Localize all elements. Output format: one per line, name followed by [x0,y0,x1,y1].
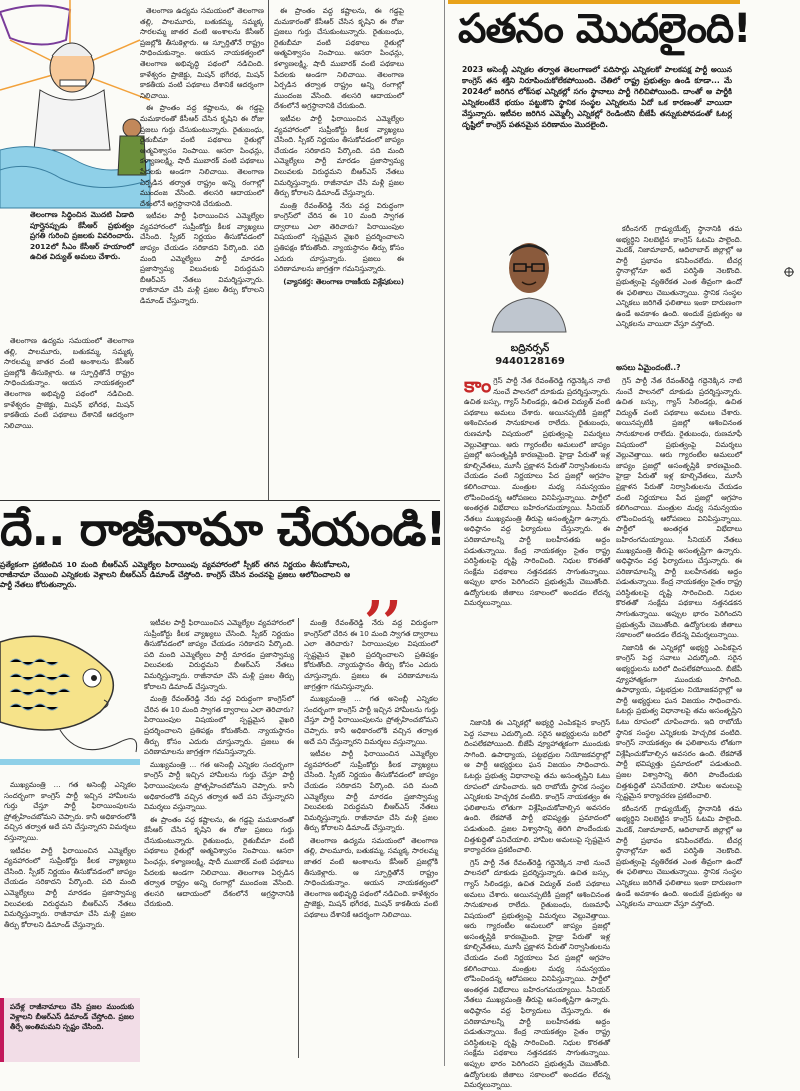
byline-phone: 9440128169 [495,356,565,367]
highlight-box-text: పదేళ్ల రాజీనామాలు చేసి ప్రజల ముందుకు వెళ్లాలని బీఆర్ఎస్ డిమాండ్ చేస్తోంది. ప్రజల తీర్పే అంతిమమని స్పష్టం చేసింది. [10,1002,134,1031]
right-subheading: అసలు ఏమైందంటే..? [616,363,681,372]
fish-illustration [0,612,140,772]
left-caption: తెలంగాణ సిద్ధించిన మొదటి ఏడాది పూర్తైనప్పుడు కేసీఆర్ ప్రభుత్వం ప్రగతి గురించి ప్రజలకు వివరించారు. 2012లో సీఎం కేసీఆర్ హయాంలో ఉచిత విద్యుత్ అమలు చేశారు. [30,210,134,262]
author-photo [486,224,572,332]
bottom-intro: ప్రత్యేకంగా ప్రకటించిన 10 మంది బీఆర్ఎస్ ఎమ్మెల్యేల పిరాయింపు వ్యవహారంలో స్పీకర్ తగిన నిర్ణయం తీసుకోవాలని, రాజీనామా చేయించి ఎన్నికలకు వెళ్లాలని బీఆర్ఎస్ డిమాండ్ చేస్తోంది. కాంగ్రెస్ చేసిన వంచనపై ప్రజలు ఆలోచించాలని ఆ పార్టీ నేతలు కోరుతున్నారు. [0,560,350,589]
byline-name: బద్రినర్సన్ [510,343,550,354]
bottom-column-1: ముఖ్యమంత్రి ... గత అసెంబ్లీ ఎన్నికల సందర్భంగా కాంగ్రెస్ పార్టీ ఇచ్చిన హామీలను గుర్తు చేస్తూ పార్టీ ఫిరాయింపులను ప్రోత్సహించబోమని చెప్పారు. కానీ అధికారంలోకి వచ్చిన తర్వాత అదే పని చేస్తున్నారని విమర్శలు వస్తున్నాయి. ఇటీవల పార్టీ ఫిరాయించిన ఎమ్మెల్యేల వ్యవహారంలో సుప్రీంకోర్టు కీలక వ్యాఖ్యలు చేసింది. స్పీకర్ నిర్ణయం తీసుకోవడంలో జాప్యం చేయడం సరికాదని పేర్కొంది. పది మంది ఎమ్మెల్యేలు పార్టీ మారడం ప్రజాస్వామ్య విలువలకు విరుద్ధమని బీఆర్ఎస్ నేతలు విమర్శిస్తున్నారు. రాజీనామా చేసి మళ్లీ ప్రజల తీర్పు కోరాలని డిమాండ్ చేస్తున్నారు. [4,780,136,929]
section-divider [0,500,440,501]
bottom-column-divider [298,618,299,1058]
dropcap: కాం [464,373,492,397]
quote-mark: ,, [366,560,403,621]
left-column-2: తెలంగాణ ఉద్యమ సమయంలో తెలంగాణ తల్లి, పాలమూరు, బతుకమ్మ, సమ్మక్క సారలమ్మ జాతర వంటి అంశాలను కేసీఆర్ ప్రజల్లోకి తీసుకెళ్లారు. ఆ స్ఫూర్తితోనే రాష్ట్రం సాధించుకున్నాం. ఆయన నాయకత్వంలో తెలంగాణ అభివృద్ధి పథంలో నడిచింది. కాళేశ్వరం ప్రాజెక్టు, మిషన్ భగీరథ, మిషన్ కాకతీయ వంటి పథకాలు దేశానికే ఆదర్శంగా నిలిచాయి. ఈ ప్రాంతం వద్ద కష్టాలను, ఈ గడ్డపై మమకారంతో కేసీఆర్ చేసిన కృషిని ఈ రోజు ప్రజలు గుర్తు చేసుకుంటున్నారు. రైతుబంధు, రైతుబీమా వంటి పథకాలు రైతుల్లో ఆత్మవిశ్వాసం నింపాయి. ఆసరా పింఛన్లు, కళ్యాణలక్ష్మి, షాదీ ముబారక్ వంటి పథకాలు పేదలకు అండగా నిలిచాయి. తెలంగాణ ఏర్పడిన తర్వాత రాష్ట్రం అన్ని రంగాల్లో ముందంజ వేసింది. తలసరి ఆదాయంలో దేశంలోనే అగ్రస్థానానికి చేరుకుంది. ఇటీవల పార్టీ ఫిరాయించిన ఎమ్మెల్యేల వ్యవహారంలో సుప్రీంకోర్టు కీలక వ్యాఖ్యలు చేసింది. స్పీకర్ నిర్ణయం తీసుకోవడంలో జాప్యం చేయడం సరికాదని పేర్కొంది. పది మంది ఎమ్మెల్యేలు పార్టీ మారడం ప్రజాస్వామ్య విలువలకు విరుద్ధమని బీఆర్ఎస్ నేతలు విమర్శిస్తున్నారు. రాజీనామా చేసి మళ్లీ ప్రజల తీర్పు కోరాలని డిమాండ్ చేస్తున్నారు. [140,6,264,306]
cartoon-illustration [0,0,150,208]
top-accent-bar [448,0,740,4]
right-column-b-lower: గ్రెస్ పార్టీ నేత రేవంత్‌రెడ్డి గద్దెనెక్కిన నాటి నుంచే పాలనలో దూకుడు ప్రదర్శిస్తున్నారు. ఉచిత బస్సు, గ్యాస్ సిలిండర్లు, ఉచిత విద్యుత్ వంటి పథకాలు అమలు చేశారు. అయినప్పటికీ ప్రజల్లో ఆశించినంత సానుకూలత రాలేదు. రైతుబంధు, రుణమాఫీ విషయంలో ప్రభుత్వంపై విమర్శలు వెల్లువెత్తాయి. ఆరు గ్యారంటీల అమలులో జాప్యం ప్రజల్లో అసంతృప్తికి కారణమైంది. హైడ్రా పేరుతో ఇళ్ల కూల్చివేతలు, మూసీ ప్రక్షాళన పేరుతో నిర్వాసితులను చేయడం వంటి నిర్ణయాలు పేద ప్రజల్లో ఆగ్రహం కలిగించాయి. మంత్రుల మధ్య సమన్వయం లోపించిందన్న ఆరోపణలు వినిపిస్తున్నాయి. పార్టీలో అంతర్గత విభేదాలు బహిరంగమయ్యాయి. సీనియర్ నేతలు ముఖ్యమంత్రి తీరుపై అసంతృప్తిగా ఉన్నారు. అధిష్ఠానం వద్ద ఫిర్యాదులు చేస్తున్నారు. ఈ పరిణామాలన్నీ పార్టీ బలహీనతకు అద్దం పడుతున్నాయి. కేంద్ర నాయకత్వం సైతం రాష్ట్ర పరిస్థితులపై దృష్టి సారించింది. నిధుల కొరతతో సంక్షేమ పథకాలు నత్తనడకన సాగుతున్నాయి. అప్పుల భారం పెరిగిందని ప్రభుత్వమే చెబుతోంది. ఉద్యోగులకు జీతాలు సకాలంలో అందడం లేదన్న విమర్శలున్నాయి. నిజానికి ఈ ఎన్నికల్లో అభ్యర్థి ఎంపికపైన కాంగ్రెస్ పెద్ద సవాలు ఎదుర్కొంది. సరైన అభ్యర్థులను బరిలో దింపలేకపోయింది. బీజేపీ వ్యూహాత్మకంగా ముందుకు సాగింది. ఉపాధ్యాయ, పట్టభద్రుల నియోజకవర్గాల్లో ఆ పార్టీ అభ్యర్థులు ఘన విజయం సాధించారు. ఓటర్లు ప్రభుత్వ విధానాలపై తమ అసంతృప్తిని ఓటు రూపంలో చూపించారు. ఇది రాబోయే స్థానిక సంస్థల ఎన్నికలకు హెచ్చరిక వంటిది. కాంగ్రెస్ నాయకత్వం ఈ ఫలితాలను లోతుగా విశ్లేషించుకోవాల్సిన అవసరం ఉంది. లేకపోతే పార్టీ భవిష్యత్తు ప్రమాదంలో పడుతుంది. ప్రజల విశ్వాసాన్ని తిరిగి పొందేందుకు చిత్తశుద్ధితో పనిచేయాలి. హామీల అమలుపై స్పష్టమైన కార్యాచరణ ప్రకటించాలి. కరీంనగర్ గ్రాడ్యుయేట్స్ స్థానానికి తమ అభ్యర్థిని నిలబెట్టిన కాంగ్రెస్ ఓటమి పాలైంది. మెదక్, నిజామాబాద్, ఆదిలాబాద్ జిల్లాల్లో ఆ పార్టీ ప్రభావం కనిపించలేదు. టీచర్ల స్థానాల్లోనూ అదే పరిస్థితి నెలకొంది. ప్రభుత్వంపై వ్యతిరేకత ఎంత తీవ్రంగా ఉందో ఈ ఫలితాలు చెబుతున్నాయి. స్థానిక సంస్థల ఎన్నికలు జరిగితే ఫలితాలు ఇంకా దారుణంగా ఉండే అవకాశం ఉంది. అందుకే ప్రభుత్వం ఆ ఎన్నికలను వాయిదా వేస్తూ వస్తోంది. [616,376,742,909]
register-mark-icon [784,262,794,272]
left-column-3: ఈ ప్రాంతం వద్ద కష్టాలను, ఈ గడ్డపై మమకారంతో కేసీఆర్ చేసిన కృషిని ఈ రోజు ప్రజలు గుర్తు చేసుకుంటున్నారు. రైతుబంధు, రైతుబీమా వంటి పథకాలు రైతుల్లో ఆత్మవిశ్వాసం నింపాయి. ఆసరా పింఛన్లు, కళ్యాణలక్ష్మి, షాదీ ముబారక్ వంటి పథకాలు పేదలకు అండగా నిలిచాయి. తెలంగాణ ఏర్పడిన తర్వాత రాష్ట్రం అన్ని రంగాల్లో ముందంజ వేసింది. తలసరి ఆదాయంలో దేశంలోనే అగ్రస్థానానికి చేరుకుంది. ఇటీవల పార్టీ ఫిరాయించిన ఎమ్మెల్యేల వ్యవహారంలో సుప్రీంకోర్టు కీలక వ్యాఖ్యలు చేసింది. స్పీకర్ నిర్ణయం తీసుకోవడంలో జాప్యం చేయడం సరికాదని పేర్కొంది. పది మంది ఎమ్మెల్యేలు పార్టీ మారడం ప్రజాస్వామ్య విలువలకు విరుద్ధమని బీఆర్ఎస్ నేతలు విమర్శిస్తున్నారు. రాజీనామా చేసి మళ్లీ ప్రజల తీర్పు కోరాలని డిమాండ్ చేస్తున్నారు. మంత్రి రేవంత్‌రెడ్డి నేరు వద్ద విరుద్ధంగా కాంగ్రెస్‌లో చేరిన ఈ 10 మంది స్వాగత ద్వారాలు ఎలా తెరిచారు? పిరాయింపుల విషయంలో స్పష్టమైన వైఖరి ప్రదర్శించాలని ప్రతిపక్షం కోరుతోంది. న్యాయస్థానం తీర్పు కోసం ఎదురు చూస్తున్నారు. ప్రజలు ఈ పరిణామాలను జాగ్రత్తగా గమనిస్తున్నారు. (వ్యాసకర్త: తెలంగాణ రాజకీయ విశ్లేషకులు) [274,6,404,286]
writer-note: (వ్యాసకర్త: తెలంగాణ రాజకీయ విశ్లేషకులు) [283,276,404,286]
bottom-column-3: మంత్రి రేవంత్‌రెడ్డి నేరు వద్ద విరుద్ధంగా కాంగ్రెస్‌లో చేరిన ఈ 10 మంది స్వాగత ద్వారాలు ఎలా తెరిచారు? పిరాయింపుల విషయంలో స్పష్టమైన వైఖరి ప్రదర్శించాలని ప్రతిపక్షం కోరుతోంది. న్యాయస్థానం తీర్పు కోసం ఎదురు చూస్తున్నారు. ప్రజలు ఈ పరిణామాలను జాగ్రత్తగా గమనిస్తున్నారు. ముఖ్యమంత్రి ... గత అసెంబ్లీ ఎన్నికల సందర్భంగా కాంగ్రెస్ పార్టీ ఇచ్చిన హామీలను గుర్తు చేస్తూ పార్టీ ఫిరాయింపులను ప్రోత్సహించబోమని చెప్పారు. కానీ అధికారంలోకి వచ్చిన తర్వాత అదే పని చేస్తున్నారని విమర్శలు వస్తున్నాయి. ఇటీవల పార్టీ ఫిరాయించిన ఎమ్మెల్యేల వ్యవహారంలో సుప్రీంకోర్టు కీలక వ్యాఖ్యలు చేసింది. స్పీకర్ నిర్ణయం తీసుకోవడంలో జాప్యం చేయడం సరికాదని పేర్కొంది. పది మంది ఎమ్మెల్యేలు పార్టీ మారడం ప్రజాస్వామ్య విలువలకు విరుద్ధమని బీఆర్ఎస్ నేతలు విమర్శిస్తున్నారు. రాజీనామా చేసి మళ్లీ ప్రజల తీర్పు కోరాలని డిమాండ్ చేస్తున్నారు. తెలంగాణ ఉద్యమ సమయంలో తెలంగాణ తల్లి, పాలమూరు, బతుకమ్మ, సమ్మక్క సారలమ్మ జాతర వంటి అంశాలను కేసీఆర్ ప్రజల్లోకి తీసుకెళ్లారు. ఆ స్ఫూర్తితోనే రాష్ట్రం సాధించుకున్నాం. ఆయన నాయకత్వంలో తెలంగాణ అభివృద్ధి పథంలో నడిచింది. కాళేశ్వరం ప్రాజెక్టు, మిషన్ భగీరథ, మిషన్ కాకతీయ వంటి పథకాలు దేశానికే ఆదర్శంగా నిలిచాయి. [304,618,439,920]
highlight-box [0,998,140,1062]
right-column-a: కాంగ్రెస్ పార్టీ నేత రేవంత్‌రెడ్డి గద్దెనెక్కిన నాటి నుంచే పాలనలో దూకుడు ప్రదర్శిస్తున్నారు. ఉచిత బస్సు, గ్యాస్ సిలిండర్లు, ఉచిత విద్యుత్ వంటి పథకాలు అమలు చేశారు. అయినప్పటికీ ప్రజల్లో ఆశించినంత సానుకూలత రాలేదు. రైతుబంధు, రుణమాఫీ విషయంలో ప్రభుత్వంపై విమర్శలు వెల్లువెత్తాయి. ఆరు గ్యారంటీల అమలులో జాప్యం ప్రజల్లో అసంతృప్తికి కారణమైంది. హైడ్రా పేరుతో ఇళ్ల కూల్చివేతలు, మూసీ ప్రక్షాళన పేరుతో నిర్వాసితులను చేయడం వంటి నిర్ణయాలు పేద ప్రజల్లో ఆగ్రహం కలిగించాయి. మంత్రుల మధ్య సమన్వయం లోపించిందన్న ఆరోపణలు వినిపిస్తున్నాయి. పార్టీలో అంతర్గత విభేదాలు బహిరంగమయ్యాయి. సీనియర్ నేతలు ముఖ్యమంత్రి తీరుపై అసంతృప్తిగా ఉన్నారు. అధిష్ఠానం వద్ద ఫిర్యాదులు చేస్తున్నారు. ఈ పరిణామాలన్నీ పార్టీ బలహీనతకు అద్దం పడుతున్నాయి. కేంద్ర నాయకత్వం సైతం రాష్ట్ర పరిస్థితులపై దృష్టి సారించింది. నిధుల కొరతతో సంక్షేమ పథకాలు నత్తనడకన సాగుతున్నాయి. అప్పుల భారం పెరిగిందని ప్రభుత్వమే చెబుతోంది. ఉద్యోగులకు జీతాలు సకాలంలో అందడం లేదన్న విమర్శలున్నాయి. [464,373,610,608]
left-column-1-lower: తెలంగాణ ఉద్యమ సమయంలో తెలంగాణ తల్లి, పాలమూరు, బతుకమ్మ, సమ్మక్క సారలమ్మ జాతర వంటి అంశాలను కేసీఆర్ ప్రజల్లోకి తీసుకెళ్లారు. ఆ స్ఫూర్తితోనే రాష్ట్రం సాధించుకున్నాం. ఆయన నాయకత్వంలో తెలంగాణ అభివృద్ధి పథంలో నడిచింది. కాళేశ్వరం ప్రాజెక్టు, మిషన్ భగీరథ, మిషన్ కాకతీయ వంటి పథకాలు దేశానికే ఆదర్శంగా నిలిచాయి. [4,336,134,430]
right-headline: పతనం మొదలైంది! [458,6,751,52]
column-divider [268,0,269,500]
right-column-a-lower: నిజానికి ఈ ఎన్నికల్లో అభ్యర్థి ఎంపికపైన కాంగ్రెస్ పెద్ద సవాలు ఎదుర్కొంది. సరైన అభ్యర్థులను బరిలో దింపలేకపోయింది. బీజేపీ వ్యూహాత్మకంగా ముందుకు సాగింది. ఉపాధ్యాయ, పట్టభద్రుల నియోజకవర్గాల్లో ఆ పార్టీ అభ్యర్థులు ఘన విజయం సాధించారు. ఓటర్లు ప్రభుత్వ విధానాలపై తమ అసంతృప్తిని ఓటు రూపంలో చూపించారు. ఇది రాబోయే స్థానిక సంస్థల ఎన్నికలకు హెచ్చరిక వంటిది. కాంగ్రెస్ నాయకత్వం ఈ ఫలితాలను లోతుగా విశ్లేషించుకోవాల్సిన అవసరం ఉంది. లేకపోతే పార్టీ భవిష్యత్తు ప్రమాదంలో పడుతుంది. ప్రజల విశ్వాసాన్ని తిరిగి పొందేందుకు చిత్తశుద్ధితో పనిచేయాలి. హామీల అమలుపై స్పష్టమైన కార్యాచరణ ప్రకటించాలి. గ్రెస్ పార్టీ నేత రేవంత్‌రెడ్డి గద్దెనెక్కిన నాటి నుంచే పాలనలో దూకుడు ప్రదర్శిస్తున్నారు. ఉచిత బస్సు, గ్యాస్ సిలిండర్లు, ఉచిత విద్యుత్ వంటి పథకాలు అమలు చేశారు. అయినప్పటికీ ప్రజల్లో ఆశించినంత సానుకూలత రాలేదు. రైతుబంధు, రుణమాఫీ విషయంలో ప్రభుత్వంపై విమర్శలు వెల్లువెత్తాయి. ఆరు గ్యారంటీల అమలులో జాప్యం ప్రజల్లో అసంతృప్తికి కారణమైంది. హైడ్రా పేరుతో ఇళ్ల కూల్చివేతలు, మూసీ ప్రక్షాళన పేరుతో నిర్వాసితులను చేయడం వంటి నిర్ణయాలు పేద ప్రజల్లో ఆగ్రహం కలిగించాయి. మంత్రుల మధ్య సమన్వయం లోపించిందన్న ఆరోపణలు వినిపిస్తున్నాయి. పార్టీలో అంతర్గత విభేదాలు బహిరంగమయ్యాయి. సీనియర్ నేతలు ముఖ్యమంత్రి తీరుపై అసంతృప్తిగా ఉన్నారు. అధిష్ఠానం వద్ద ఫిర్యాదులు చేస్తున్నారు. ఈ పరిణామాలన్నీ పార్టీ బలహీనతకు అద్దం పడుతున్నాయి. కేంద్ర నాయకత్వం సైతం రాష్ట్ర పరిస్థితులపై దృష్టి సారించింది. నిధుల కొరతతో సంక్షేమ పథకాలు నత్తనడకన సాగుతున్నాయి. అప్పుల భారం పెరిగిందని ప్రభుత్వమే చెబుతోంది. ఉద్యోగులకు జీతాలు సకాలంలో అందడం లేదన్న విమర్శలున్నాయి. [464,718,610,1090]
bottom-headline: దే.. రాజీనామా చేయండి! [0,502,446,556]
right-intro: 2023 అసెంబ్లీ ఎన్నికల తర్వాత తెలంగాణలో పదిసార్లు ఎన్నికలకో పాలకపక్ష పార్టీ అయిన కాంగ్రెస్ తన శక్తిని నిరూపించుకోలేకపోయింది. చేతిలో రాష్ట్ర ప్రభుత్వం ఉండి కూడా... మే 2024లో జరిగిన లోక్‌సభ ఎన్నికల్లో సగం స్థానాలు పార్టీ గెలిచిపోయింది. దాంతో ఆ పార్టీకి ఎన్నికలంటేనే భయం పట్టుకొని స్థానిక సంస్థల ఎన్నికలను ఏదో ఒక కారణంతో వాయిదా వేస్తున్నారు. ఇటీవల జరిగిన ఎమ్మెల్సీ ఎన్నికల్లో రెండింటిని బీజేపీ తన్నుకుపోవడంతో ఓటర్ల దృష్టిలో కాంగ్రెస్ పతనమైన పరిణామం మొదలైంది. [462,65,732,129]
bottom-column-2: ఇటీవల పార్టీ ఫిరాయించిన ఎమ్మెల్యేల వ్యవహారంలో సుప్రీంకోర్టు కీలక వ్యాఖ్యలు చేసింది. స్పీకర్ నిర్ణయం తీసుకోవడంలో జాప్యం చేయడం సరికాదని పేర్కొంది. పది మంది ఎమ్మెల్యేలు పార్టీ మారడం ప్రజాస్వామ్య విలువలకు విరుద్ధమని బీఆర్ఎస్ నేతలు విమర్శిస్తున్నారు. రాజీనామా చేసి మళ్లీ ప్రజల తీర్పు కోరాలని డిమాండ్ చేస్తున్నారు. మంత్రి రేవంత్‌రెడ్డి నేరు వద్ద విరుద్ధంగా కాంగ్రెస్‌లో చేరిన ఈ 10 మంది స్వాగత ద్వారాలు ఎలా తెరిచారు? పిరాయింపుల విషయంలో స్పష్టమైన వైఖరి ప్రదర్శించాలని ప్రతిపక్షం కోరుతోంది. న్యాయస్థానం తీర్పు కోసం ఎదురు చూస్తున్నారు. ప్రజలు ఈ పరిణామాలను జాగ్రత్తగా గమనిస్తున్నారు. ముఖ్యమంత్రి ... గత అసెంబ్లీ ఎన్నికల సందర్భంగా కాంగ్రెస్ పార్టీ ఇచ్చిన హామీలను గుర్తు చేస్తూ పార్టీ ఫిరాయింపులను ప్రోత్సహించబోమని చెప్పారు. కానీ అధికారంలోకి వచ్చిన తర్వాత అదే పని చేస్తున్నారని విమర్శలు వస్తున్నాయి. ఈ ప్రాంతం వద్ద కష్టాలను, ఈ గడ్డపై మమకారంతో కేసీఆర్ చేసిన కృషిని ఈ రోజు ప్రజలు గుర్తు చేసుకుంటున్నారు. రైతుబంధు, రైతుబీమా వంటి పథకాలు రైతుల్లో ఆత్మవిశ్వాసం నింపాయి. ఆసరా పింఛన్లు, కళ్యాణలక్ష్మి, షాదీ ముబారక్ వంటి పథకాలు పేదలకు అండగా నిలిచాయి. తెలంగాణ ఏర్పడిన తర్వాత రాష్ట్రం అన్ని రంగాల్లో ముందంజ వేసింది. తలసరి ఆదాయంలో దేశంలోనే అగ్రస్థానానికి చేరుకుంది. [144,618,294,909]
right-column-b: కరీంనగర్ గ్రాడ్యుయేట్స్ స్థానానికి తమ అభ్యర్థిని నిలబెట్టిన కాంగ్రెస్ ఓటమి పాలైంది. మెదక్, నిజామాబాద్, ఆదిలాబాద్ జిల్లాల్లో ఆ పార్టీ ప్రభావం కనిపించలేదు. టీచర్ల స్థానాల్లోనూ అదే పరిస్థితి నెలకొంది. ప్రభుత్వంపై వ్యతిరేకత ఎంత తీవ్రంగా ఉందో ఈ ఫలితాలు చెబుతున్నాయి. స్థానిక సంస్థల ఎన్నికలు జరిగితే ఫలితాలు ఇంకా దారుణంగా ఉండే అవకాశం ఉంది. అందుకే ప్రభుత్వం ఆ ఎన్నికలను వాయిదా వేస్తూ వస్తోంది. [616,224,742,329]
